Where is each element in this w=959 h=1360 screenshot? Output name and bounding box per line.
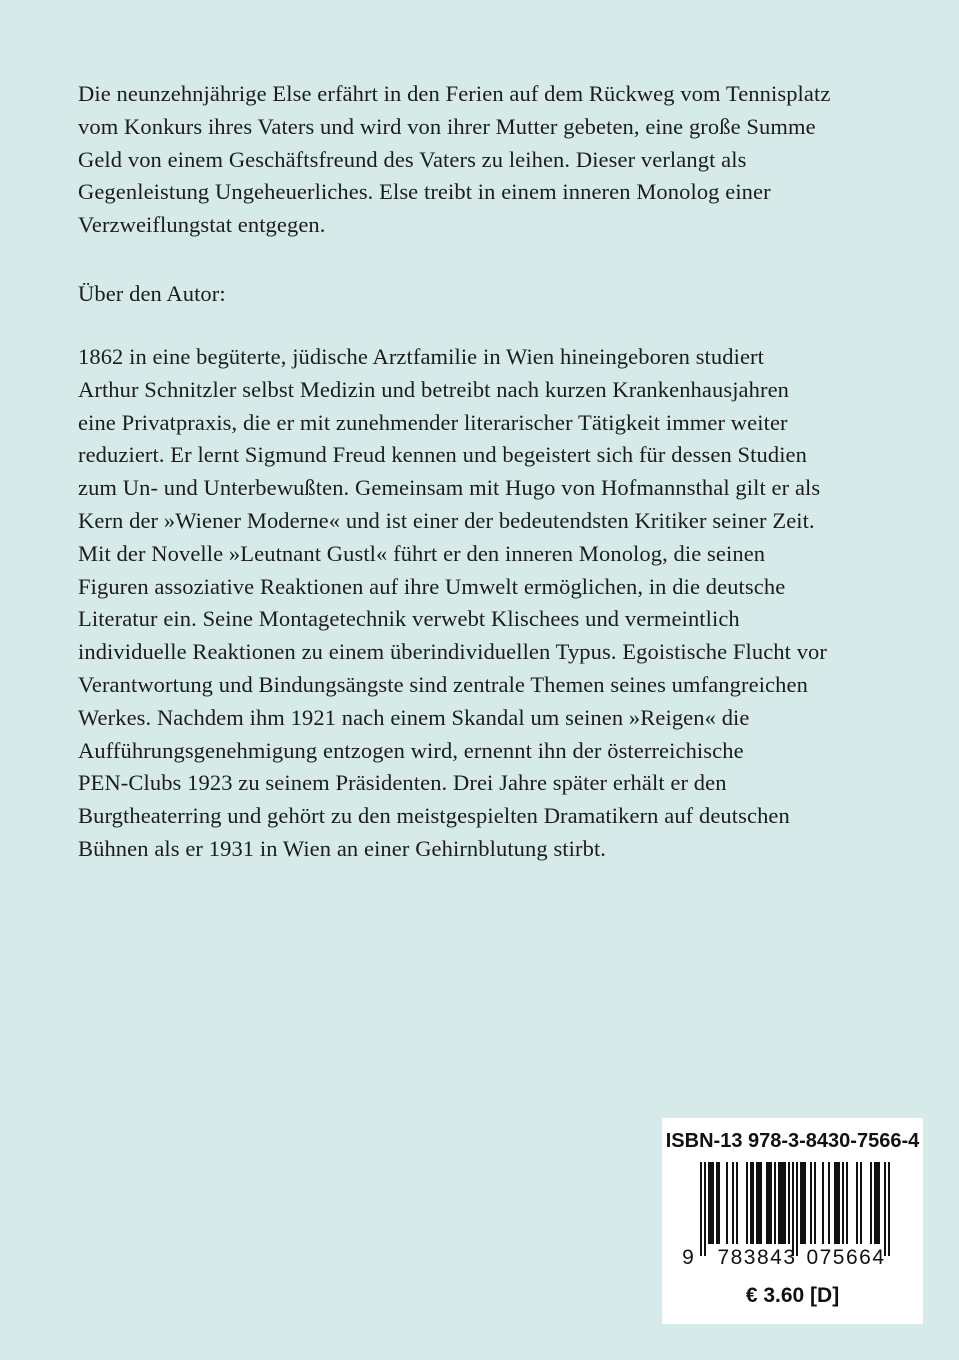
biography-line: Aufführungsgenehmigung entzogen wird, ernennt ihn der österreichische [78, 737, 744, 763]
barcode-bar [756, 1162, 758, 1244]
isbn-label: ISBN-13 978-3-8430-7566-4 [665, 1130, 920, 1152]
barcode-bar [780, 1162, 782, 1244]
barcode-bars [700, 1162, 890, 1256]
biography-line: Figuren assoziative Reaktionen auf ihre Umwelt ermöglichen, in die deutsche [78, 573, 786, 599]
barcode-bar [710, 1162, 712, 1244]
about-author-heading-text: Über den Autor: [78, 281, 226, 306]
biography-line: zum Un- und Unterbewußten. Gemeinsam mit Hugo von Hofmannsthal gilt er als [78, 475, 821, 501]
barcode-bar [884, 1162, 886, 1256]
barcode-bar [716, 1162, 718, 1244]
barcode-bar [746, 1162, 748, 1244]
synopsis-paragraph [78, 78, 898, 242]
barcode-bar [856, 1162, 858, 1244]
barcode-bar [704, 1162, 706, 1256]
about-author-heading [78, 278, 898, 311]
barcode-bar [796, 1162, 798, 1256]
synopsis-line: Verzweiflungstat entgegen. [78, 212, 326, 238]
barcode-bar [726, 1162, 728, 1244]
biography-line: Burgtheaterring und gehört zu den meistgespielten Dramatikern auf deutschen [78, 803, 790, 829]
biography-line: reduziert. Er lernt Sigmund Freud kennen und begeistert sich für dessen Studien [78, 442, 807, 468]
barcode-bar [842, 1162, 844, 1244]
barcode-bar [870, 1162, 872, 1244]
barcode-bar [784, 1162, 786, 1244]
synopsis-line: Gegenleistung Ungeheuerliches. Else treibt in einem inneren Monolog einer [78, 179, 771, 205]
barcode-bar [878, 1162, 880, 1244]
barcode-bar [758, 1162, 760, 1244]
biography-line: eine Privatpraxis, die er mit zunehmender literarischer Tätigkeit immer weiter [78, 409, 788, 435]
price-label: € 3.60 [D] [745, 1284, 840, 1307]
ean13-barcode [662, 1118, 923, 1284]
synopsis-line: vom Konkurs ihres Vaters und wird von ihrer Mutter gebeten, eine große Summe [78, 113, 816, 139]
barcode-bar [838, 1162, 840, 1244]
barcode-bar [708, 1162, 710, 1244]
barcode-bar [836, 1162, 838, 1244]
synopsis-line: Die neunzehnjährige Else erfährt in den Ferien auf dem Rückweg vom Tennisplatz [78, 81, 831, 106]
biography-paragraph [78, 341, 898, 866]
barcode-bar [800, 1162, 802, 1244]
barcode-bar [828, 1162, 830, 1244]
barcode-bar [736, 1162, 738, 1244]
biography-line: 1862 in eine begüterte, jüdische Arztfamilie in Wien hineingeboren studiert [78, 344, 764, 369]
isbn-price-box [662, 1118, 923, 1324]
barcode-bar [888, 1162, 890, 1256]
barcode-first-digit: 9 [682, 1246, 694, 1269]
barcode-bar [792, 1162, 794, 1256]
barcode-bar [876, 1162, 878, 1244]
biography-line: Werkes. Nachdem ihm 1921 nach einem Skandal um seinen »Reigen« die [78, 704, 750, 730]
barcode-bar [834, 1162, 836, 1244]
barcode-bar [846, 1162, 848, 1244]
barcode-bar [822, 1162, 824, 1244]
barcode-bar [770, 1162, 772, 1244]
biography-line: individuelle Reaktionen zu einem überindividuellen Typus. Egoistische Flucht vor [78, 639, 827, 665]
barcode-bar [810, 1162, 812, 1244]
barcode-bar [732, 1162, 734, 1244]
biography-line: Verantwortung und Bindungsängste sind zentrale Themen seines umfangreichen [78, 671, 808, 697]
barcode-bar [750, 1162, 752, 1244]
barcode-bar [774, 1162, 776, 1244]
barcode-bar [788, 1162, 790, 1244]
barcode-bar [752, 1162, 754, 1244]
barcode-right-digits: 075664 [806, 1246, 886, 1269]
barcode-bar [718, 1162, 720, 1244]
biography-line: Bühnen als er 1931 in Wien an einer Gehirnblutung stirbt. [78, 835, 607, 861]
barcode-bar [860, 1162, 862, 1244]
barcode-bar [712, 1162, 714, 1244]
barcode-bar [874, 1162, 876, 1244]
barcode-bar [700, 1162, 702, 1256]
biography-line: PEN-Clubs 1923 zu seinem Präsidenten. Drei Jahre später erhält er den [78, 770, 727, 796]
biography-line: Literatur ein. Seine Montagetechnik verwebt Klischees und vermeintlich [78, 606, 740, 632]
biography-line: Kern der »Wiener Moderne« und ist einer der bedeutendsten Kritiker seiner Zeit. [78, 507, 815, 533]
barcode-bar [802, 1162, 804, 1244]
barcode-bar [804, 1162, 806, 1244]
barcode-bar [778, 1162, 780, 1244]
barcode-left-digits: 783843 [717, 1246, 797, 1269]
synopsis-line: Geld von einem Geschäftsfreund des Vaters zu leihen. Dieser verlangt als [78, 146, 747, 172]
barcode-bar [768, 1162, 770, 1244]
barcode-bar [814, 1162, 816, 1244]
barcode-bar [782, 1162, 784, 1244]
biography-line: Mit der Novelle »Leutnant Gustl« führt er den inneren Monolog, die seinen [78, 540, 766, 566]
biography-line: Arthur Schnitzler selbst Medizin und betreibt nach kurzen Krankenhausjahren [78, 376, 790, 402]
barcode-bar [766, 1162, 768, 1244]
barcode-bar [760, 1162, 762, 1244]
